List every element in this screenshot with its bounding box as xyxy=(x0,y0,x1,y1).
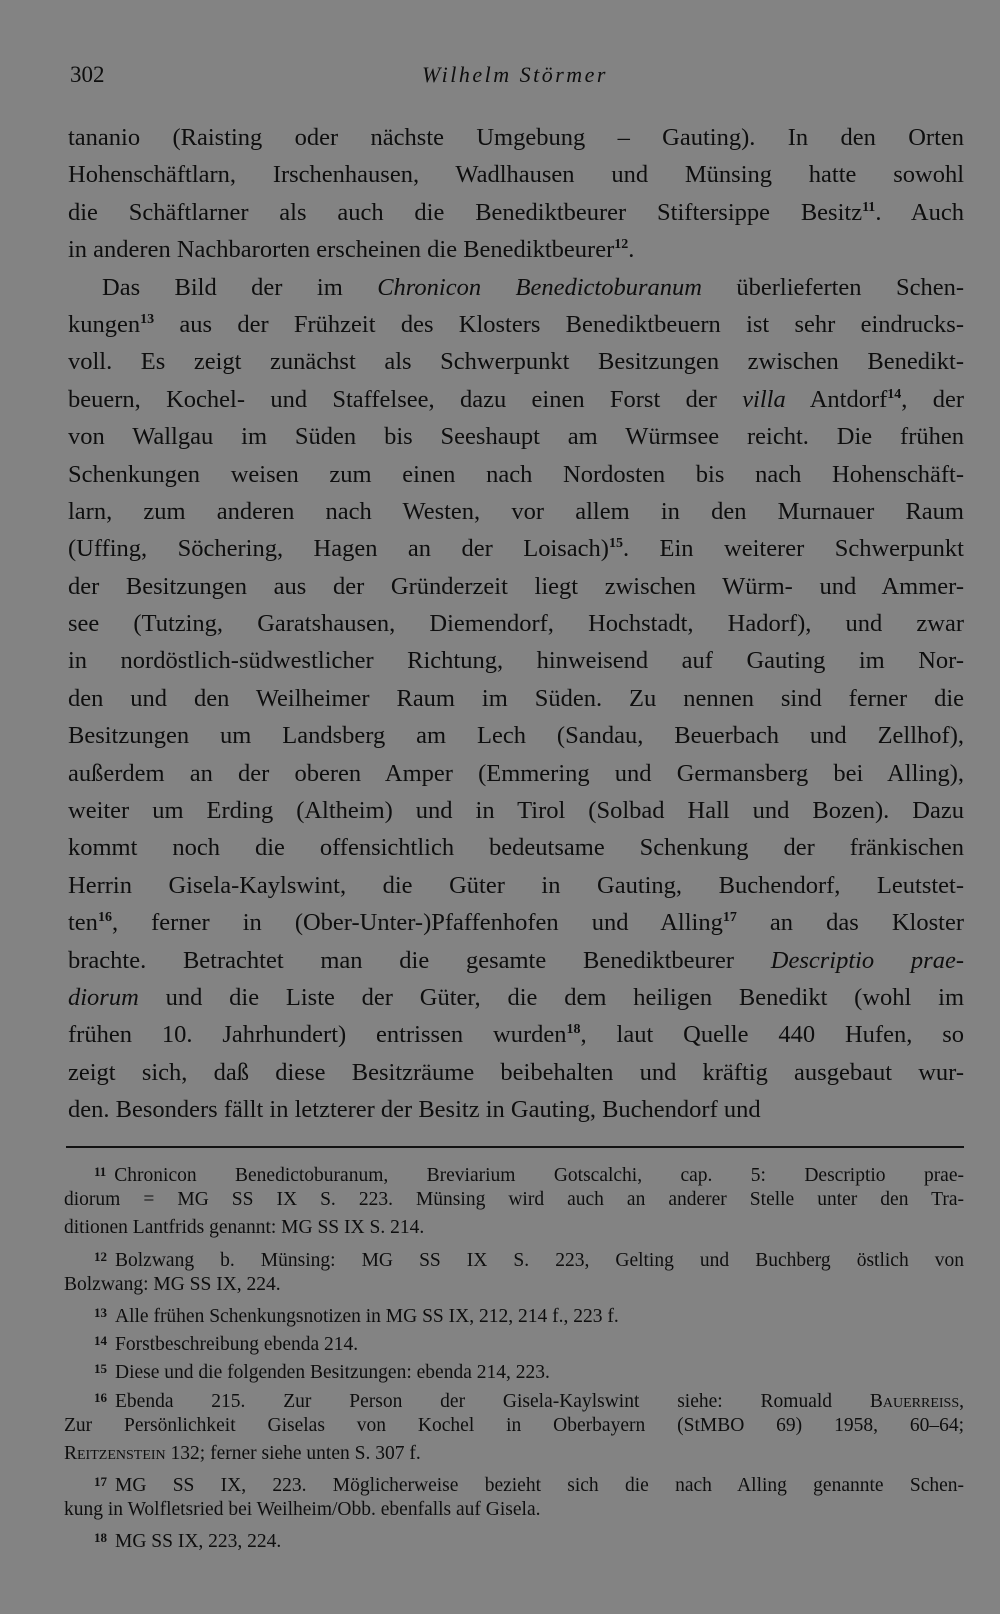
footnote-text: Bolzwang: MG SS IX, 224. xyxy=(64,1273,281,1295)
text-line xyxy=(68,493,964,530)
footnote-15 xyxy=(64,1355,964,1383)
footnote-text: Alle frühen Schenkungsnotizen in MG SS IX, 212, 214 f., 223 f. xyxy=(115,1305,619,1327)
footnote-number: 18 xyxy=(94,1530,107,1546)
text-line xyxy=(68,194,964,231)
footnote-text: ditionen Lantfrids genannt: MG SS IX S. 214. xyxy=(64,1217,425,1239)
footnote-line-text xyxy=(115,1362,550,1383)
text-line xyxy=(68,605,964,642)
footnote-text: kung in Wolfletsried bei Weilheim/Obb. ebenfalls auf Gisela. xyxy=(64,1499,541,1521)
text-span: von Wallgau im Süden bis Seeshaupt am Würmsee reicht. Die frühen xyxy=(68,423,964,451)
text-span: und die Liste der Güter, die dem heiligen Benedikt (wohl im xyxy=(138,983,964,1011)
page-header xyxy=(70,62,960,96)
footnote-line-text xyxy=(64,1274,281,1295)
text-line xyxy=(68,1054,964,1091)
running-title: Wilhelm Störmer xyxy=(422,62,608,87)
author-name: Bauerreiss xyxy=(869,1390,960,1412)
footnote-text: Ebenda 215. Zur Person der Gisela-Kaylswint siehe: Romuald xyxy=(115,1390,870,1412)
footnote-number: 11 xyxy=(94,1164,107,1179)
footnote-number: 16 xyxy=(94,1389,107,1405)
text-span: voll. Es zeigt zunächst als Schwerpunkt Besitzungen zwischen Benedikt- xyxy=(68,348,964,376)
text-span: überlieferten Schen- xyxy=(701,273,964,301)
text-line xyxy=(68,755,964,792)
text-span: Schenkungen weisen zum einen nach Nordosten bis nach Hohenschäft- xyxy=(68,460,964,488)
text-line xyxy=(68,156,964,193)
footnote-line-text xyxy=(64,1189,964,1210)
footnote-number: 12 xyxy=(94,1248,107,1264)
text-span: Hohenschäftlarn, Irschenhausen, Wadlhausen und Münsing hatte sowohl xyxy=(68,161,964,189)
footnote-16 xyxy=(64,1384,964,1412)
footnote-line xyxy=(64,1440,964,1468)
footnote-text: diorum = MG SS IX S. 223. Münsing wird auch an anderer Stelle unter den Tra- xyxy=(64,1189,964,1211)
text-span: den. Besonders fällt in letzterer der Besitz in Gauting, Buchendorf und xyxy=(68,1096,761,1124)
text-span: die Schäftlarner als auch die Benediktbeurer Stiftersippe Besitz xyxy=(68,198,863,226)
text-span: beuern, Kochel- und Staffelsee, dazu einen Forst der xyxy=(68,385,743,413)
text-span: . xyxy=(628,236,635,264)
footnote-line-text xyxy=(115,1250,964,1271)
footnote-line xyxy=(64,1214,964,1242)
footnote-ref: 13 xyxy=(140,311,155,327)
footnote-text: Chronicon Benedictoburanum, Breviarium Gotscalchi, cap. 5: Descriptio prae- xyxy=(114,1165,964,1186)
footnote-line xyxy=(64,1271,964,1299)
footnote-14 xyxy=(64,1327,964,1355)
footnote-text: 132; ferner siehe unten S. 307 f. xyxy=(165,1442,421,1464)
text-line xyxy=(68,979,964,1016)
text-span: Antdorf xyxy=(785,385,888,413)
footnote-18 xyxy=(64,1524,964,1552)
italic-text: Descriptio prae- xyxy=(770,946,964,974)
text-line xyxy=(68,829,964,866)
footnote-text: Zur Persönlichkeit Giselas von Kochel in Oberbayern (StMBO 69) 1958, 60–64; xyxy=(64,1414,964,1436)
text-line xyxy=(68,717,964,754)
footnote-line-text xyxy=(115,1334,358,1355)
footnote-17 xyxy=(64,1468,964,1496)
footnote-line-text xyxy=(64,1499,540,1520)
text-span: der Besitzungen aus der Gründerzeit liegt zwischen Würm- und Ammer- xyxy=(68,572,964,600)
text-span: frühen 10. Jahrhundert) entrissen wurden xyxy=(68,1021,567,1049)
text-span: see (Tutzing, Garatshausen, Diemendorf, Hochstadt, Hadorf), und zwar xyxy=(68,610,964,638)
footnote-ref: 17 xyxy=(722,910,737,926)
page-number: 302 xyxy=(70,62,105,87)
main-text xyxy=(68,119,964,1129)
footnote-line-text xyxy=(115,1475,964,1496)
footnote-ref: 18 xyxy=(566,1022,581,1038)
text-line xyxy=(68,642,964,679)
text-span: , ferner in (Ober-Unter-)Pfaffenhofen und Alling xyxy=(111,909,723,937)
text-span: an das Kloster xyxy=(736,909,964,937)
footnote-text: MG SS IX, 223. Möglicherweise bezieht sich die nach Alling genannte Schen- xyxy=(115,1475,964,1497)
footnote-separator xyxy=(66,1146,964,1148)
footnote-line-text xyxy=(64,1217,424,1238)
footnote-ref: 14 xyxy=(887,386,902,402)
footnote-line-text xyxy=(64,1443,421,1464)
text-span: kungen xyxy=(68,310,141,338)
italic-text: diorum xyxy=(68,983,139,1011)
footnote-11 xyxy=(64,1158,964,1186)
footnote-text: Bolzwang b. Münsing: MG SS IX S. 223, Gelting und Buchberg östlich von xyxy=(115,1249,964,1271)
italic-text: villa xyxy=(742,385,786,413)
footnote-ref: 11 xyxy=(862,199,876,215)
text-line xyxy=(68,418,964,455)
text-span: tananio xyxy=(68,124,141,151)
footnote-line-text xyxy=(115,1391,964,1412)
text-span: den und den Weilheimer Raum im Süden. Zu nennen sind ferner die xyxy=(68,684,964,712)
footnote-line xyxy=(64,1186,964,1214)
text-span: aus der Frühzeit des Klosters Benediktbeuern ist sehr eindrucks- xyxy=(154,310,964,338)
text-line xyxy=(68,792,964,829)
text-span: , laut Quelle 440 Hufen, so xyxy=(580,1021,964,1049)
text-line xyxy=(68,568,964,605)
footnote-line-text xyxy=(115,1531,281,1552)
footnote-ref: 15 xyxy=(608,536,623,552)
text-line xyxy=(68,381,964,418)
text-line xyxy=(68,456,964,493)
text-line xyxy=(68,306,964,343)
text-line xyxy=(68,269,964,306)
text-span: (Uffing, Söchering, Hagen an der Loisach) xyxy=(68,535,609,563)
text-line xyxy=(68,343,964,380)
text-line xyxy=(68,942,964,979)
text-span: weiter um Erding (Altheim) und in Tirol (Solbad Hall und Bozen). Dazu xyxy=(68,797,964,825)
footnote-line-text xyxy=(115,1306,619,1327)
text-line xyxy=(68,1016,964,1053)
footnote-text: Diese und die folgenden Besitzungen: ebenda 214, 223. xyxy=(115,1362,550,1384)
footnote-number: 14 xyxy=(94,1333,107,1349)
text-line xyxy=(68,680,964,717)
italic-text: Chronicon Benedictoburanum xyxy=(377,273,702,301)
text-span: . Auch xyxy=(875,198,964,226)
text-line xyxy=(68,119,964,156)
footnote-text: Forstbeschreibung ebenda 214. xyxy=(115,1334,359,1356)
text-span: außerdem an der oberen Amper (Emmering und Germansberg bei Alling), xyxy=(68,759,964,787)
text-span: (Raisting oder nächste Umgebung – Gauting). In den Orten xyxy=(140,124,964,151)
text-line xyxy=(68,867,964,904)
text-line xyxy=(68,530,964,567)
text-span: Herrin Gisela-Kaylswint, die Güter in Gauting, Buchendorf, Leutstet- xyxy=(68,871,964,899)
text-span: in anderen Nachbarorten erscheinen die Benediktbeurer xyxy=(68,236,615,264)
text-line xyxy=(68,231,964,268)
text-span: brachte. Betrachtet man die gesamte Benediktbeurer xyxy=(68,946,771,974)
author-name: Reitzenstein xyxy=(64,1442,166,1464)
footnote-ref: 16 xyxy=(97,910,112,926)
text-span: zeigt sich, daß diese Besitzräume beibehalten und kräftig ausgebaut wur- xyxy=(68,1058,964,1086)
text-span: , der xyxy=(901,385,964,413)
footnote-text: , xyxy=(959,1390,964,1412)
text-line xyxy=(68,1091,964,1128)
text-line xyxy=(68,904,964,941)
footnote-text: MG SS IX, 223, 224. xyxy=(115,1531,282,1553)
text-span: Besitzungen um Landsberg am Lech (Sandau, Beuerbach und Zellhof), xyxy=(68,722,964,750)
text-span: . Ein weiterer Schwerpunkt xyxy=(622,535,964,563)
footnote-12 xyxy=(64,1243,964,1271)
text-span: in nordöstlich-südwestlicher Richtung, hinweisend auf Gauting im Nor- xyxy=(68,647,964,675)
text-span: ten xyxy=(68,909,98,937)
footnote-line xyxy=(64,1496,964,1524)
footnote-line xyxy=(64,1412,964,1440)
footnote-number: 13 xyxy=(94,1304,107,1320)
footnotes xyxy=(64,1158,964,1553)
footnote-13 xyxy=(64,1299,964,1327)
text-span: kommt noch die offensichtlich bedeutsame Schenkung der fränkischen xyxy=(68,834,964,862)
footnote-line-text xyxy=(64,1415,964,1436)
footnote-ref: 12 xyxy=(614,237,629,253)
text-span: larn, zum anderen nach Westen, vor allem in den Murnauer Raum xyxy=(68,497,964,525)
footnote-line-text xyxy=(114,1165,964,1186)
footnote-number: 15 xyxy=(94,1361,107,1377)
text-span: Das Bild der im xyxy=(102,273,378,301)
footnote-number: 17 xyxy=(94,1474,107,1490)
